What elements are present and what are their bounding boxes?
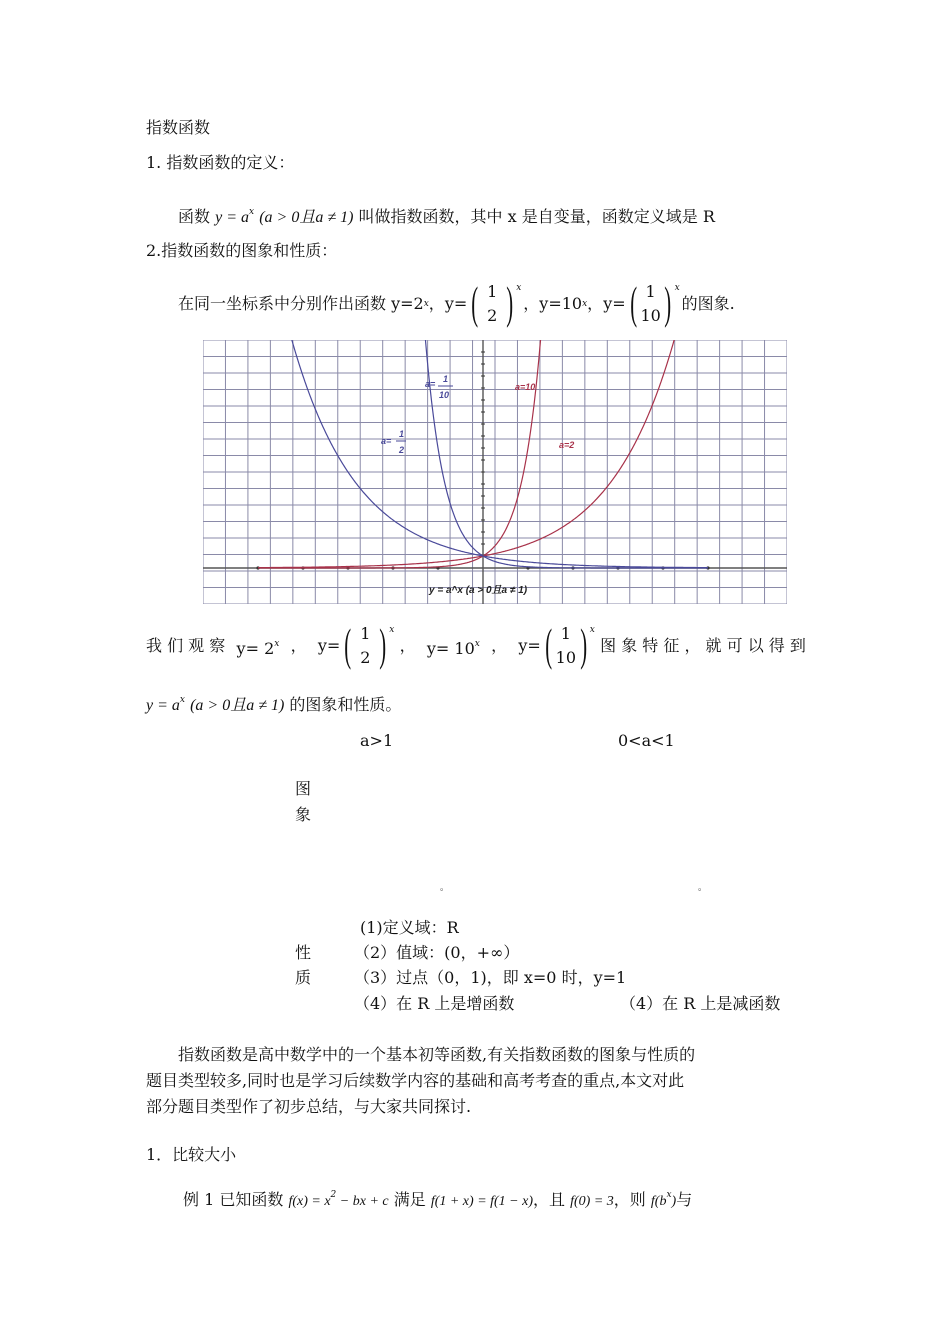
definition-line — [178, 202, 715, 228]
label-a-tenth-num: 1 — [443, 374, 449, 384]
row-label-graph: 象 — [295, 805, 312, 824]
example1-line: 例 1 已知函数 $f(x) = x^2$ − bx + c 满足 f(1 + x) = f(1 − x)，且 f(0) = 3，则 $f(b^x)$与 — [183, 1190, 693, 1209]
observe-prefix: 我 们 观 察 — [146, 636, 226, 655]
observe-y10: y= 10 — [426, 638, 475, 658]
comma: ， — [428, 294, 445, 313]
curve-a-1-10 — [425, 340, 708, 568]
section2-heading: 2.指数函数的图象和性质： — [146, 241, 338, 260]
fraction-tenth: ( 1 10 ) x — [545, 619, 595, 670]
comma: ， — [587, 294, 604, 313]
property-range: （2）值域：(0，+∞） — [354, 943, 520, 962]
property-domain: (1)定义域：R — [360, 918, 459, 937]
exp-x: x — [423, 299, 429, 309]
label-a-half: a= — [381, 436, 392, 446]
paragraph-line: 部分题目类型作了初步总结，与大家共同探讨. — [146, 1097, 472, 1116]
def-exponent: x — [249, 207, 255, 217]
fraction-half: ( 1 2 ) x — [471, 277, 522, 328]
table-col-a-lt-1: 0<a<1 — [618, 731, 675, 750]
def-prefix: 函数 — [178, 207, 211, 226]
fraction-tenth: ( 1 10 ) x — [629, 277, 680, 328]
observe-y2: y= 2 — [236, 638, 275, 658]
property-increasing: （4）在 R 上是增函数 — [354, 994, 515, 1013]
y-eq: y= — [603, 294, 626, 313]
comma: ， — [491, 636, 508, 655]
curve-a-1-2 — [290, 340, 708, 568]
label-a2: a=2 — [559, 440, 575, 450]
def-condition: (a > 0且a ≠ 1) — [259, 209, 354, 226]
intro-line — [178, 278, 735, 330]
label-a-tenth-den: 10 — [439, 390, 450, 400]
observe-suffix: 图 象 特 征 ， 就 可 以 得 到 — [600, 636, 806, 655]
section1-heading: 1. 指数函数的定义： — [146, 153, 295, 172]
label-a-half-num: 1 — [399, 429, 405, 439]
label-a10: a=10 — [515, 382, 536, 392]
observe-line2: $y = a^x$ (a > 0且a ≠ 1) 的图象和性质。 — [146, 695, 402, 714]
label-a-tenth: a= — [425, 379, 436, 389]
y10: y=10 — [539, 294, 583, 313]
intro-prefix: 在同一坐标系中分别作出函数 y=2 — [178, 294, 424, 313]
placeholder-dot: 。 — [440, 883, 450, 893]
section-compare-heading: 1．比较大小 — [146, 1145, 237, 1164]
row-label-properties: 性 — [295, 943, 312, 962]
label-a-half-den: 2 — [399, 445, 405, 455]
fraction-half: ( 1 2 ) x — [344, 619, 395, 670]
paragraph-line: 题目类型较多,同时也是学习后续数学内容的基础和高考考查的重点,本文对此 — [146, 1071, 685, 1090]
table-col-a-gt-1: a>1 — [360, 731, 394, 750]
def-formula: y = a — [215, 209, 250, 226]
comma: ， — [523, 294, 540, 313]
placeholder-dot: 。 — [698, 883, 708, 893]
exp-x: x — [582, 299, 588, 309]
def-suffix: 叫做指数函数，其中 x 是自变量，函数定义域是 R — [358, 207, 715, 226]
property-fixed-point: （3）过点（0，1)，即 x=0 时，y=1 — [354, 968, 627, 987]
intro-suffix: 的图象. — [681, 294, 735, 313]
comma: ， — [290, 636, 307, 655]
observe-line: 我 们 观 察 $y= 2^x$ ， y= ( 1 2 ) x ， $y= 10^x$ ， y= ( 1 10 ) x 图 象 特 征 ， 就 可 以 得 到 — [146, 619, 806, 670]
chart-caption: y = a^x (a > 0且a ≠ 1) — [429, 585, 528, 596]
paragraph-line: 指数函数是高中数学中的一个基本初等函数,有关指数函数的图象与性质的 — [178, 1045, 696, 1064]
exponential-chart — [203, 340, 787, 604]
comma: ， — [399, 636, 416, 655]
doc-title: 指数函数 — [146, 118, 211, 137]
row-label-properties: 质 — [295, 968, 312, 987]
row-label-graph: 图 — [295, 779, 312, 798]
y-eq: y= — [444, 294, 468, 313]
curve-a-2 — [258, 340, 676, 568]
property-decreasing: （4）在 R 上是减函数 — [620, 994, 781, 1013]
